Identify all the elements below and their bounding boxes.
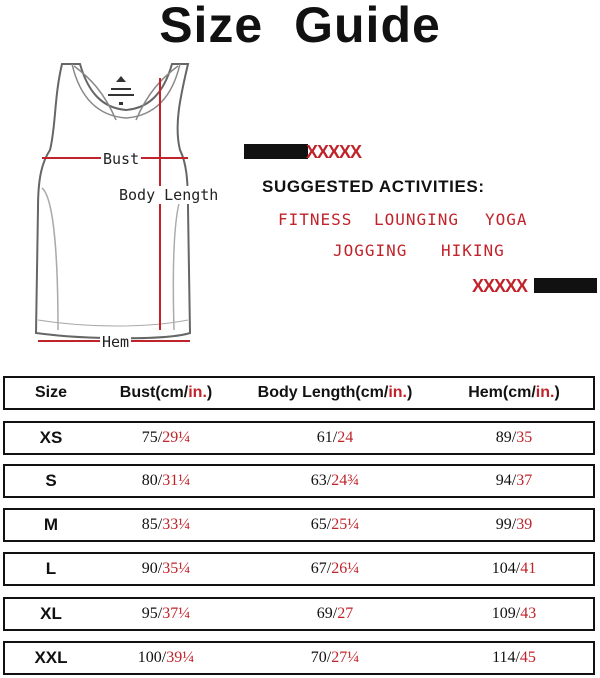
table-row <box>3 552 595 586</box>
table-row <box>3 421 595 455</box>
tank-top-diagram <box>28 58 228 358</box>
bust-cell: 95/37¼ <box>141 605 191 622</box>
activity-fitness: FITNESS <box>278 210 353 229</box>
banner-x-top: XXXXX <box>306 142 362 162</box>
body-length-label: Body Length <box>119 186 219 204</box>
bust-label: Bust <box>103 150 140 168</box>
header-hem: Hem(cm/in.) <box>468 384 560 401</box>
table-header-row <box>3 376 595 410</box>
hem-cell: 104/41 <box>491 560 537 577</box>
activity-hiking: HIKING <box>441 241 505 260</box>
header-size: Size <box>34 384 67 401</box>
table-row <box>3 508 595 542</box>
length-cell: 69/27 <box>316 605 354 622</box>
banner-bar-bottom <box>534 278 597 293</box>
hem-cell: 109/43 <box>491 605 537 622</box>
hem-cell: 89/35 <box>495 429 533 446</box>
size-cell: L <box>45 559 57 578</box>
size-cell: XS <box>39 428 63 447</box>
activity-lounging: LOUNGING <box>374 210 460 229</box>
hem-cell: 114/45 <box>492 649 536 666</box>
header-bust: Bust(cm/in.) <box>119 384 213 401</box>
banner-x-bottom: XXXXX <box>472 276 528 296</box>
bust-cell: 80/31¼ <box>141 472 191 489</box>
length-cell: 65/25¼ <box>310 516 360 533</box>
hem-cell: 99/39 <box>495 516 533 533</box>
table-row <box>3 597 595 631</box>
banner-bar-top <box>244 144 308 159</box>
bust-cell: 100/39¼ <box>137 649 195 666</box>
length-cell: 63/24¾ <box>310 472 360 489</box>
table-row <box>3 464 595 498</box>
length-cell: 61/24 <box>316 429 354 446</box>
activities-heading: SUGGESTED ACTIVITIES: <box>262 177 485 196</box>
page-title: Size Guide <box>159 0 441 53</box>
hem-cell: 94/37 <box>495 472 533 489</box>
header-body-length: Body Length(cm/in.) <box>257 384 413 401</box>
bust-cell: 85/33¼ <box>141 516 191 533</box>
size-cell: M <box>43 515 59 534</box>
hem-label: Hem <box>102 333 130 351</box>
size-cell: S <box>45 471 57 490</box>
activity-yoga: YOGA <box>485 210 528 229</box>
table-row <box>3 641 595 675</box>
length-cell: 67/26¼ <box>310 560 360 577</box>
size-cell: XL <box>40 604 62 623</box>
bust-cell: 75/29¼ <box>141 429 191 446</box>
length-cell: 70/27¼ <box>310 649 360 666</box>
bust-cell: 90/35¼ <box>141 560 191 577</box>
size-cell: XXL <box>34 648 68 667</box>
neck-label <box>108 76 134 105</box>
activity-jogging: JOGGING <box>333 241 408 260</box>
